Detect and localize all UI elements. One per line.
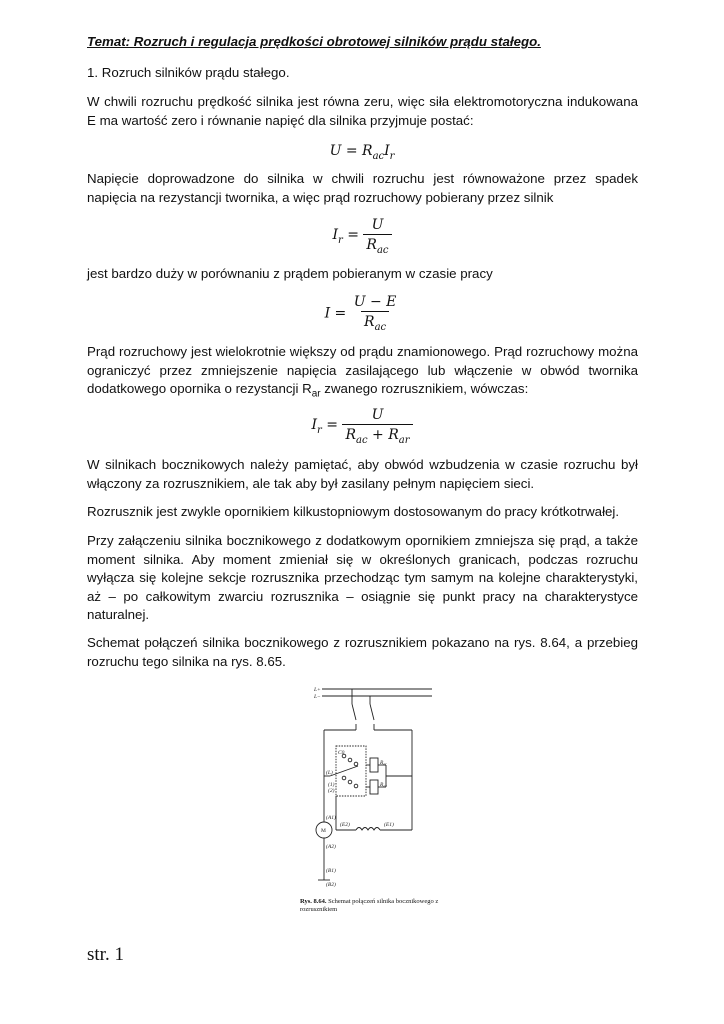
- main-switch: [352, 704, 356, 720]
- eq4-lhs: I: [311, 416, 318, 433]
- eq4-den2-sub: ar: [398, 434, 410, 446]
- label-l: (L): [326, 770, 333, 776]
- label-r-ar: $R_{ar}$: [380, 782, 387, 789]
- resistor-er: [370, 758, 378, 772]
- eq1-r: R: [362, 143, 373, 159]
- label-2: (2): [328, 788, 335, 794]
- paragraph-2: Napięcie doprowadzone do silnika w chwili rozruchu jest równoważone przez spadek napięcia na rezystancji twornika, a więc prąd rozruchowy pobierany przez silnik: [87, 171, 638, 205]
- caption-text: Schemat połączeń silnika bocznikowego z rozrusznikiem: [300, 898, 439, 913]
- paragraph-4-sub: ar: [311, 388, 321, 400]
- paragraph-3: jest bardzo duży w porównaniu z prądem pobieranym w czasie pracy: [87, 266, 493, 281]
- eq4-lhs-sub: r: [317, 424, 322, 436]
- equation-1: $U = R_{ac}I_r$: [329, 143, 395, 162]
- caption-number: Rys. 8.64.: [300, 898, 327, 905]
- circuit-diagram: [300, 680, 440, 920]
- eq2-numerator: U: [371, 217, 384, 233]
- eq1-i: I: [384, 143, 390, 159]
- figure-caption: [300, 898, 450, 914]
- paragraph-5: W silnikach bocznikowych należy pamiętać, aby obwód wzbudzenia w czasie rozruchu był włączony za rozrusznikiem, ale tak aby był zasilany pełnym napięciem sieci.: [87, 457, 638, 491]
- eq2-fraction: [363, 217, 391, 256]
- eq2-lhs-sub: r: [338, 234, 343, 246]
- label-l-plus: L+: [314, 687, 321, 693]
- field-winding: [356, 828, 380, 831]
- label-a1: (A1): [326, 815, 336, 821]
- label-1: (1): [328, 782, 335, 788]
- paragraph-1: W chwili rozruchu prędkość silnika jest równa zeru, więc siła elektromotoryczna indukowana E ma wartość zero i równanie napięć dla silnika przyjmuje postać:: [87, 94, 638, 128]
- resistor-ar: [370, 780, 378, 794]
- eq1-i-sub: r: [389, 150, 395, 162]
- starter-lever: [330, 766, 358, 776]
- label-r-er: $R_{er}$: [380, 760, 387, 767]
- paragraph-4-tail: zwanego rozrusznikiem, wówczas:: [320, 381, 529, 396]
- label-l-minus: L−: [314, 694, 321, 700]
- label-b1: (B1): [326, 868, 336, 874]
- paragraph-4-text: Prąd rozruchowy jest wielokrotnie większy od prądu znamionowego. Prąd rozruchowy można ograniczyć przez zmniejszenie napięcia zasilającego lub włączenie w obwód twornika dodatkowego opornika o rezystancji R: [87, 344, 638, 396]
- equation-2: $I_r$ = $\frac{U}{R_{ac}}$: [0, 217, 724, 256]
- eq2-denominator: R: [366, 237, 377, 253]
- eq4-fraction: [342, 407, 412, 446]
- eq2-den-sub: ac: [376, 244, 389, 256]
- eq3-denominator: R: [364, 314, 375, 330]
- eq4-den1-sub: ac: [356, 434, 368, 446]
- eq3-den-sub: ac: [374, 321, 387, 333]
- page-title: Temat: Rozruch i regulacja prędkości obrotowej silników prądu stałego.: [87, 34, 541, 49]
- eq4-numerator: U: [371, 407, 384, 423]
- paragraph-7: Przy załączeniu silnika bocznikowego z dodatkowym opornikiem zmniejsza się prąd, a także moment silnika. Aby moment zmieniał się w określonych granicach, podczas rozruchu wyłącza się kolejne sekcje rozrusznika przechodząc tym samym na kolejne charakterystyki, aż – po całkowitym zwarciu rozrusznika – osiągnie się punkt pracy na charakterystyce naturalnej.: [87, 533, 638, 622]
- eq4-den1: R: [345, 427, 356, 443]
- label-a2: (A2): [326, 844, 336, 850]
- equation-3: I = $\frac{U - E}{R_{ac}}$: [0, 294, 724, 333]
- eq4-plus: +: [367, 427, 389, 443]
- eq3-fraction: [351, 294, 400, 333]
- label-c0: C0: [338, 750, 345, 756]
- section-heading: 1. Rozruch silników prądu stałego.: [87, 65, 290, 80]
- eq1-r-sub: ac: [372, 150, 385, 162]
- page-number: str. 1: [87, 944, 124, 965]
- paragraph-8: Schemat połączeń silnika bocznikowego z rozrusznikiem pokazano na rys. 8.64, a przebieg rozruchu tego silnika na rys. 8.65.: [87, 635, 638, 669]
- eq3-numerator: U − E: [353, 294, 397, 310]
- label-m: M: [321, 828, 326, 834]
- eq1-lhs: U: [329, 143, 342, 159]
- eq2-lhs: I: [332, 226, 338, 243]
- paragraph-4: [87, 343, 638, 404]
- paragraph-6: Rozrusznik jest zwykle opornikiem kilkustopniowym dostosowanym do pracy krótkotrwałej.: [87, 504, 620, 519]
- eq4-den2: R: [388, 427, 399, 443]
- equation-4: $I_r$ = $\frac{U}{R_{ac} + R_{ar}}$: [0, 407, 724, 446]
- label-e2: (E2): [340, 822, 350, 828]
- label-b2: (B2): [326, 882, 336, 888]
- eq3-lhs: I: [324, 305, 331, 322]
- label-e1: (E1): [384, 822, 394, 828]
